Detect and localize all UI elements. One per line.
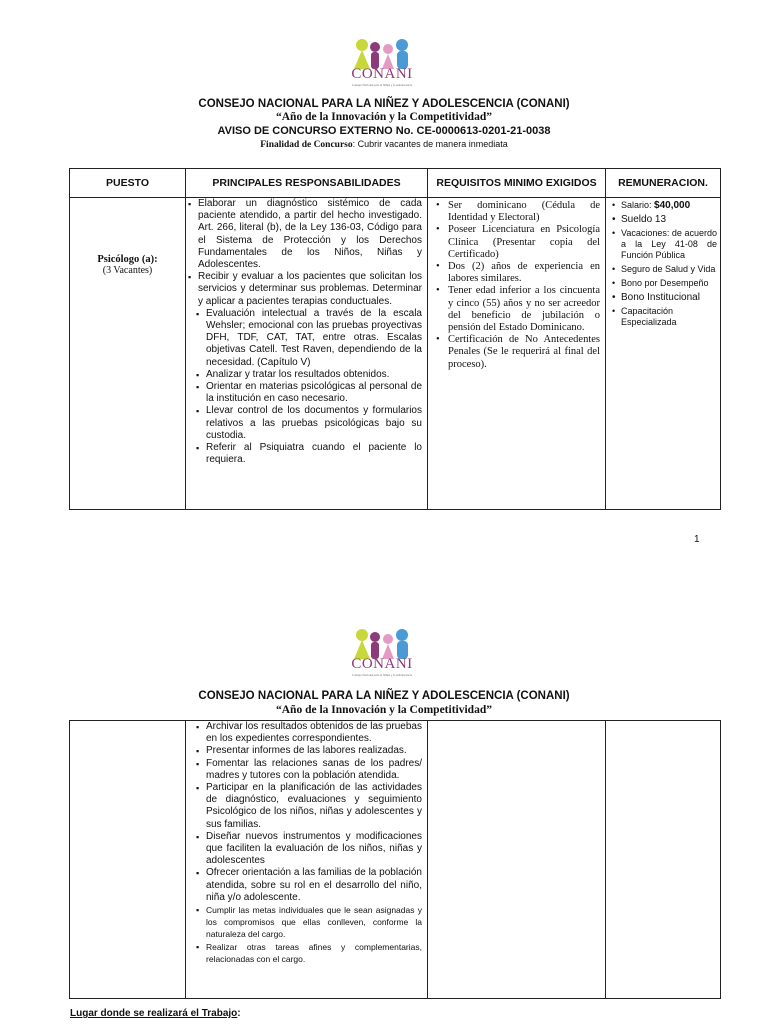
requisitos-cell [428,721,606,999]
list-item: ▪ Analizar y tratar los resultados obtenidos. [196,369,422,381]
vacancy-table [69,168,721,510]
remuneracion-list [611,200,717,328]
salario-label: Salario: [621,200,655,210]
responsabilidades-cell [186,198,428,510]
list-item: ▪ Orientar en materias psicológicas al personal de la institución en caso necesario. [196,381,422,405]
page-number: 1 [694,534,700,545]
header-responsabilidades: PRINCIPALES RESPONSABILIDADES [186,169,428,198]
list-item: ▪ Archivar los resultados obtenidos de las pruebas en los expedientes correspondientes. [196,721,422,745]
remuneracion-cell [606,198,721,510]
list-item: ▪ Participar en la planificación de las actividades de diagnóstico, evaluaciones y seguimiento Psicológico de los niños, niñas y adolescentes y sus familias. [196,782,422,831]
header-requisitos: REQUISITOS MINIMO EXIGIDOS [428,169,606,198]
conani-figures-icon [342,626,422,660]
list-item: ▪ Diseñar nuevos instrumentos y modificaciones que faciliten la evaluación de los niños, niñas y adolescentes [196,831,422,868]
finalidad-label: Finalidad de Concurso [260,140,353,150]
list-item: ▪ Evaluación intelectual a través de la escala Wehsler; emocional con las pruebas proyectivas DFH, TDF, CAT, TAT, entre otras. Escalas objetivas Catell. Test Raven, dependiendo de la necesidad. (Capítulo V) [196,308,422,369]
list-item: ▪ Cumplir las metas individuales que le sean asignadas y los compromisos que ellas conlleven, conforme la naturaleza del cargo. [196,904,422,941]
finalidad-text: : Cubrir vacantes de manera inmediata [352,139,508,149]
logo [342,36,422,88]
logo-subtitle: Consejo Nacional para la Niñez y la Adolescencia [351,83,413,87]
list-item: • Bono por Desempeño [611,278,717,289]
puesto-cell [70,721,186,999]
motto: “Año de la Innovación y la Competitividad” [276,111,492,123]
list-item: • Capacitación Especializada [611,306,717,328]
responsabilidades-list-p2 [188,721,422,965]
list-item: • Ser dominicano (Cédula de Identidad y Electoral) [434,200,600,224]
requisitos-cell [428,198,606,510]
org-title: CONSEJO NACIONAL PARA LA NIÑEZ Y ADOLESCENCIA (CONANI) [198,690,570,702]
list-item: ▪ Referir al Psiquiatra cuando el paciente lo requiera. [196,442,422,466]
list-item: ▪ Elaborar un diagnóstico sistémico de cada paciente atendido, a partir del hecho investigado. Art. 266, literal (b), de la Ley 136-03, Código para el Sistema de Protección y los Derechos Fundamentales de los Niños, Niñas y Adolescentes. [188,198,422,271]
list-item: • Seguro de Salud y Vida [611,264,717,275]
responsabilidades-cell [186,721,428,999]
logo [342,626,422,678]
motto: “Año de la Innovación y la Competitividad” [276,704,492,716]
list-item: ▪ Presentar informes de las labores realizadas. [196,745,422,757]
list-item: • Certificación de No Antecedentes Penales (Se le requerirá al final del proceso). [434,334,600,371]
lugar-colon: : [237,1008,241,1019]
finalidad [0,139,768,150]
list-item: ▪ Recibir y evaluar a los pacientes que solicitan los servicios y determinar sus problemas. Determinar y aplicar a pacientes terapias conductuales. [188,271,422,308]
list-item: • Dos (2) años de experiencia en labores similares. [434,261,600,285]
org-title: CONSEJO NACIONAL PARA LA NIÑEZ Y ADOLESCENCIA (CONANI) [198,98,570,110]
list-item: • Vacaciones: de acuerdo a la Ley 41-08 de Función Pública [611,228,717,261]
list-item: ▪ Ofrecer orientación a las familias de la población atendida, sobre su rol en el desarrollo del niño, niña y/o adolescente. [196,867,422,904]
list-item: ▪ Realizar otras tareas afines y complementarias, relacionadas con el cargo. [196,941,422,965]
lugar-trabajo-label [70,1008,241,1019]
list-item: • Tener edad inferior a los cincuenta y cinco (55) años y no ser acreedor del beneficio de jubilación o pensión del Estado Dominicano. [434,285,600,334]
conani-figures-icon [342,36,422,70]
requisitos-list [434,200,600,371]
puesto-cell [70,198,186,510]
list-item: • Bono Institucional [611,292,717,303]
aviso-title: AVISO DE CONCURSO EXTERNO No. CE-0000613-0201-21-0038 [217,125,551,137]
lugar-label-text: Lugar donde se realizará el Trabajo [70,1008,238,1019]
header-remuneracion: REMUNERACION. [606,169,721,198]
list-item: • Poseer Licenciatura en Psicología Clínica (Presentar copia del Certificado) [434,224,600,261]
puesto-title: Psicólogo (a): [97,254,158,265]
puesto-vacantes: (3 Vacantes) [102,265,153,276]
remuneracion-cell [606,721,721,999]
list-item: ▪ Fomentar las relaciones sanas de los padres/ madres y tutores con la población atendida. [196,758,422,782]
logo-text: CONANI [351,66,413,82]
responsabilidades-list-p1 [188,198,422,466]
list-item: ▪ Llevar control de los documentos y formularios relativos a las pruebas psicológicas bajo su custodia. [196,405,422,442]
salario-value: $40,000 [654,200,691,211]
list-item: • Sueldo 13 [611,214,717,225]
salario-item [611,200,717,211]
header-puesto: PUESTO [70,169,186,198]
vacancy-table-continued [69,720,721,999]
logo-subtitle: Consejo Nacional para la Niñez y la Adolescencia [351,673,413,677]
logo-text: CONANI [351,656,413,672]
